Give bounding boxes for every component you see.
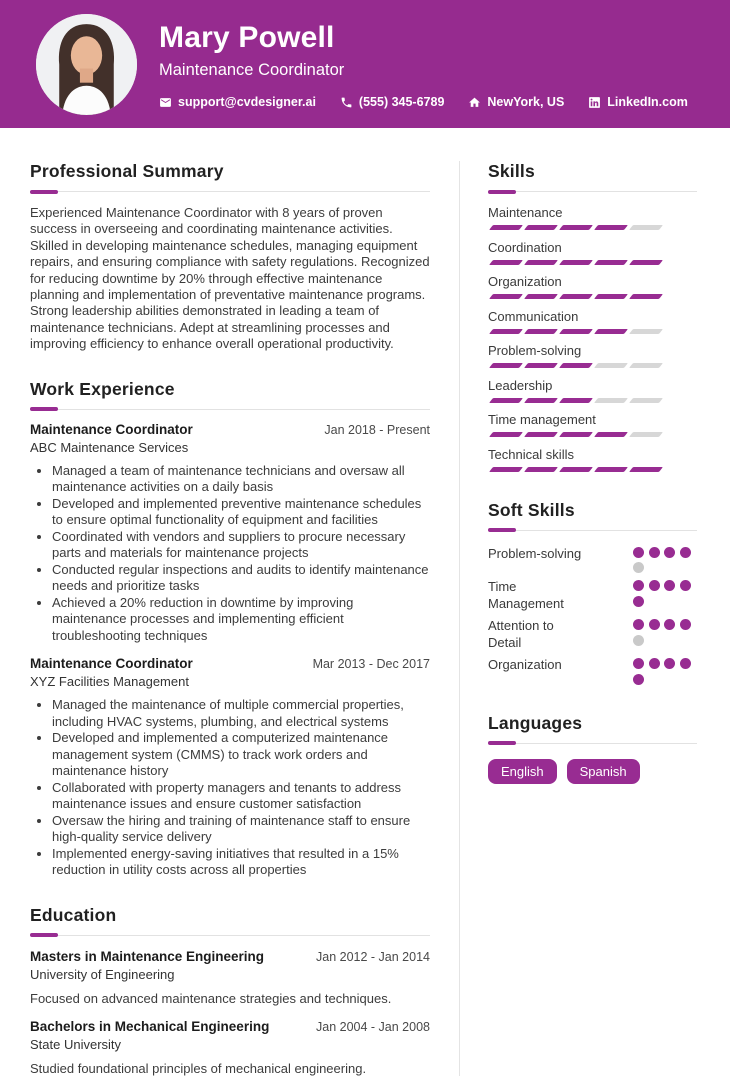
summary-section: [30, 161, 430, 353]
skills-section: [488, 161, 697, 472]
rating-dot: [649, 619, 660, 630]
skill-bar-segment: [524, 225, 558, 230]
education-degree: Bachelors in Mechanical Engineering: [30, 1018, 270, 1034]
job-bullet: • Implemented energy-saving initiatives that resulted in a 15% reduction in utility costs across all properties: [52, 846, 430, 879]
job-entry-company: XYZ Facilities Management: [30, 674, 189, 690]
skill-level-bar: [488, 294, 697, 299]
skills-list: [488, 205, 697, 472]
skill-level-bar: [488, 225, 697, 230]
skill-bar-segment: [489, 260, 523, 265]
soft-skill-item: [488, 656, 697, 685]
language-badge: Spanish: [567, 759, 640, 784]
soft-skill-label: Problem-solving: [488, 545, 582, 561]
skill-bar-segment: [489, 294, 523, 299]
skill-item: [488, 412, 697, 437]
skill-level-bar: [488, 398, 697, 403]
rating-dot: [680, 580, 691, 591]
education-dates: Jan 2004 - Jan 2008: [316, 1019, 430, 1034]
skill-bar-segment: [629, 467, 663, 472]
skill-item: [488, 343, 697, 368]
email-link[interactable]: [159, 95, 316, 109]
skill-bar-segment: [489, 363, 523, 368]
skill-level-bar: [488, 260, 697, 265]
education-header: [30, 949, 430, 964]
rating-dot: [633, 580, 644, 591]
skill-bar-segment: [524, 363, 558, 368]
education-section: [30, 905, 430, 1076]
job-bullet: • Achieved a 20% reduction in downtime by improving maintenance processes and implementing efficient troubleshooting techniques: [52, 595, 430, 645]
rating-dot: [633, 658, 644, 669]
soft-skill-dots: [633, 578, 697, 612]
soft-skill-item: [488, 617, 697, 651]
skill-label: Coordination: [488, 239, 562, 255]
rating-dot: [633, 674, 644, 685]
skill-bar-segment: [559, 294, 593, 299]
job-entry-title: Maintenance Coordinator: [30, 421, 193, 437]
education-description: Focused on advanced maintenance strategies and techniques.: [30, 990, 392, 1006]
skill-item: [488, 378, 697, 403]
skill-bar-segment: [524, 398, 558, 403]
avatar: [36, 14, 137, 115]
skill-label: Leadership: [488, 377, 553, 393]
rating-dot: [664, 658, 675, 669]
soft-skill-label: Organization: [488, 657, 562, 672]
skills-heading: Skills: [488, 161, 697, 192]
rating-dot: [680, 619, 691, 630]
skill-level-bar: [488, 329, 697, 334]
job-entry: [30, 422, 430, 645]
skill-bar-segment: [629, 329, 663, 334]
skill-item: [488, 240, 697, 265]
skill-level-bar: [488, 467, 697, 472]
skill-bar-segment: [524, 432, 558, 437]
rating-dot: [664, 580, 675, 591]
avatar-illustration: [36, 14, 137, 115]
sidebar: [459, 161, 697, 1076]
job-bullet: • Managed the maintenance of multiple commercial properties, including HVAC systems, plumbing, and electrical systems: [52, 697, 430, 730]
person-name: Mary Powell: [159, 21, 335, 54]
education-description: Studied foundational principles of mechanical engineering.: [30, 1060, 367, 1076]
skill-bar-segment: [559, 363, 593, 368]
soft-skills-section: [488, 500, 697, 685]
job-bullet: • Developed and implemented preventive maintenance schedules to ensure optimal functionality of equipment and facilities: [52, 496, 430, 529]
education-degree: Masters in Maintenance Engineering: [30, 948, 265, 964]
linkedin-text: LinkedIn.com: [607, 95, 688, 109]
skill-bar-segment: [559, 225, 593, 230]
skill-bar-segment: [594, 398, 628, 403]
skill-bar-segment: [629, 398, 663, 403]
skill-bar-segment: [524, 294, 558, 299]
main-column: [30, 161, 459, 1076]
language-badges: [488, 759, 697, 784]
education-header: [30, 1019, 430, 1034]
skill-bar-segment: [559, 329, 593, 334]
languages-section: [488, 713, 697, 784]
home-icon: [468, 96, 481, 109]
education-school: State University: [30, 1036, 122, 1052]
job-entry: [30, 656, 430, 879]
email-icon: [159, 96, 172, 109]
education-entry: [30, 1019, 430, 1076]
rating-dot: [633, 635, 644, 646]
skill-label: Communication: [488, 308, 579, 324]
contact-row: [159, 95, 688, 109]
skill-bar-segment: [629, 432, 663, 437]
education-entry: [30, 949, 430, 1006]
skill-level-bar: [488, 363, 697, 368]
job-bullet-list: [30, 697, 430, 879]
job-entry-title: Maintenance Coordinator: [30, 656, 193, 672]
job-entry-dates: Jan 2018 - Present: [324, 422, 430, 437]
job-bullet: • Conducted regular inspections and audits to identify maintenance needs and prioritize tasks: [52, 562, 430, 595]
education-dates: Jan 2012 - Jan 2014: [316, 949, 430, 964]
skill-item: [488, 205, 697, 230]
skill-bar-segment: [559, 432, 593, 437]
skill-bar-segment: [594, 329, 628, 334]
skill-bar-segment: [594, 467, 628, 472]
skill-bar-segment: [489, 329, 523, 334]
phone-link[interactable]: [340, 95, 444, 109]
rating-dot: [633, 596, 644, 607]
skill-bar-segment: [594, 294, 628, 299]
work-experience-section: [30, 379, 430, 879]
soft-skill-dots: [633, 545, 697, 574]
linkedin-link[interactable]: [588, 95, 688, 109]
job-bullet: • Oversaw the hiring and training of maintenance staff to ensure high-quality service delivery: [52, 813, 430, 846]
job-bullet: • Collaborated with property managers and tenants to address maintenance issues and ensure customer satisfaction: [52, 780, 430, 813]
rating-dot: [649, 580, 660, 591]
skill-label: Problem-solving: [488, 343, 582, 358]
skill-bar-segment: [629, 260, 663, 265]
job-bullet: • Developed and implemented a computerized maintenance management system (CMMS) to track work orders and maintenance history: [52, 730, 430, 780]
skill-bar-segment: [629, 363, 663, 368]
soft-skill-item: [488, 578, 697, 612]
skill-bar-segment: [489, 225, 523, 230]
skill-bar-segment: [629, 294, 663, 299]
skill-bar-segment: [489, 432, 523, 437]
soft-skill-dots: [633, 617, 697, 651]
rating-dot: [664, 547, 675, 558]
work-experience-heading: Work Experience: [30, 379, 430, 410]
soft-skill-label: Attention to Detail: [488, 618, 554, 650]
skill-item: [488, 309, 697, 334]
rating-dot: [633, 619, 644, 630]
soft-skill-label: Time Management: [488, 579, 564, 611]
rating-dot: [633, 562, 644, 573]
education-school: University of Engineering: [30, 966, 175, 982]
education-heading: Education: [30, 905, 430, 936]
skill-label: Time management: [488, 412, 596, 427]
soft-skills-list: [488, 545, 697, 685]
skill-bar-segment: [559, 260, 593, 265]
job-bullet: • Coordinated with vendors and suppliers to procure necessary parts and materials for maintenance projects: [52, 529, 430, 562]
linkedin-icon: [588, 96, 601, 109]
skill-bar-segment: [629, 225, 663, 230]
job-bullet: • Managed a team of maintenance technicians and oversaw all maintenance activities on a daily basis: [52, 463, 430, 496]
soft-skill-item: [488, 545, 697, 574]
email-text: support@cvdesigner.ai: [178, 95, 316, 109]
rating-dot: [649, 658, 660, 669]
skill-bar-segment: [559, 398, 593, 403]
skill-bar-segment: [489, 467, 523, 472]
location-text: NewYork, US: [487, 95, 565, 109]
location-item[interactable]: [468, 95, 564, 109]
summary-heading: Professional Summary: [30, 161, 430, 192]
rating-dot: [633, 547, 644, 558]
job-header: [30, 656, 430, 671]
language-badge: English: [488, 759, 557, 784]
skill-bar-segment: [489, 398, 523, 403]
skill-label: Technical skills: [488, 446, 574, 462]
summary-text: Experienced Maintenance Coordinator with 8 years of proven success in overseeing and coordinating maintenance activities. Skilled in developing maintenance schedules, managing equipment repairs, and ensuring compliance with safety regulations. Recognized for reducing downtime by 20% through effective maintenance planning and implementation of preventative maintenance programs. Strong leadership abilities demonstrated in leading a team of maintenance technicians. Adept at streamlining processes and improving efficiency to enhance overall operational productivity.: [30, 205, 430, 352]
skill-bar-segment: [594, 260, 628, 265]
content: [0, 128, 730, 1076]
job-entry-dates: Mar 2013 - Dec 2017: [312, 657, 430, 672]
soft-skill-dots: [633, 656, 697, 685]
soft-skills-heading: Soft Skills: [488, 500, 697, 531]
rating-dot: [680, 658, 691, 669]
skill-label: Organization: [488, 274, 562, 289]
skill-bar-segment: [594, 225, 628, 230]
phone-text: (555) 345-6789: [358, 95, 445, 109]
job-entry-company: ABC Maintenance Services: [30, 439, 189, 455]
skill-item: [488, 447, 697, 472]
skill-level-bar: [488, 432, 697, 437]
skill-bar-segment: [594, 432, 628, 437]
job-bullet-list: [30, 463, 430, 645]
skill-label: Maintenance: [488, 205, 563, 220]
job-header: [30, 422, 430, 437]
resume-header: [0, 0, 730, 128]
rating-dot: [664, 619, 675, 630]
languages-heading: Languages: [488, 713, 697, 744]
skill-item: [488, 274, 697, 299]
skill-bar-segment: [559, 467, 593, 472]
phone-icon: [340, 96, 353, 109]
rating-dot: [649, 547, 660, 558]
job-title: Maintenance Coordinator: [159, 61, 345, 79]
skill-bar-segment: [524, 260, 558, 265]
header-text: [159, 19, 688, 109]
skill-bar-segment: [524, 467, 558, 472]
rating-dot: [680, 547, 691, 558]
skill-bar-segment: [594, 363, 628, 368]
skill-bar-segment: [524, 329, 558, 334]
